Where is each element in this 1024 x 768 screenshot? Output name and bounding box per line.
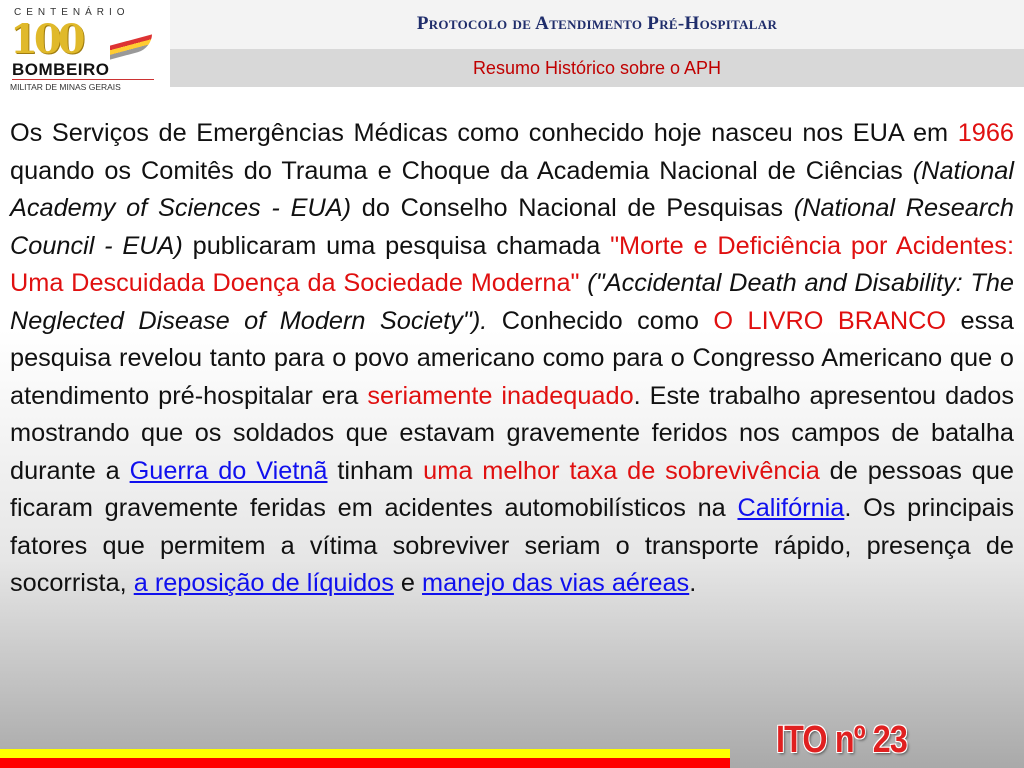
inline-link[interactable]: Califórnia <box>737 494 845 522</box>
highlighted-text: O LIVRO BRANCO <box>713 306 947 335</box>
italic-text: ("Accidental Death and Disability: The Neglected Disease of Modern Society"). <box>10 269 1015 335</box>
text-segment: Os Serviços de Emergências Médicas como conhecido hoje nasceu nos EUA em <box>10 119 958 147</box>
text-segment: . Este trabalho apresentou dados mostrando que os soldados que estavam gravemente feridos nos campos de batalha durante a <box>10 381 1014 485</box>
inline-link[interactable]: Guerra do Vietnã <box>129 456 328 485</box>
italic-text: (National Research Council - EUA) <box>10 194 1015 260</box>
text-segment: do Conselho Nacional de Pesquisas <box>351 194 794 222</box>
text-segment: tinham <box>327 456 424 485</box>
page-title: Protocolo de Atendimento Pré-Hospitalar <box>416 13 778 34</box>
logo-100: 100 <box>10 16 82 63</box>
inline-link[interactable]: a reposição de líquidos <box>133 569 394 597</box>
page-subtitle: Resumo Histórico sobre o APH <box>472 58 722 78</box>
text-segment: quando os Comitês do Trauma e Choque da Academia Nacional de Ciências <box>10 156 913 185</box>
footer-red-stripe <box>0 758 730 768</box>
logo-flag-icon <box>110 34 152 59</box>
highlighted-text: uma melhor taxa de sobrevivência <box>423 456 820 485</box>
footer-yellow-stripe <box>0 749 730 758</box>
logo-centenario: CENTENÁRIO <box>14 7 130 18</box>
text-segment: . <box>689 569 697 597</box>
text-segment: . Os principais fatores que permitem a vítima sobreviver seriam o transporte rápido, presença de socorrista, <box>10 494 1014 597</box>
logo-subtitle: MILITAR DE MINAS GERAIS <box>10 82 121 92</box>
italic-text: (National Academy of Sciences - EUA) <box>10 156 1014 222</box>
centenario-bombeiro-logo <box>0 0 170 96</box>
highlighted-text: seriamente inadequado <box>367 381 634 410</box>
inline-link[interactable]: manejo das vias aéreas <box>422 569 690 597</box>
text-segment: Conhecido como <box>487 306 714 335</box>
logo-bombeiro: BOMBEIRO <box>12 60 110 79</box>
text-segment: essa pesquisa revelou tanto para o povo americano como para o Congresso Americano que o atendimento pré-hospitalar era <box>10 306 1014 410</box>
body-paragraph <box>10 115 1014 603</box>
text-segment: publicaram uma pesquisa chamada <box>182 231 611 260</box>
logo-divider <box>12 79 154 80</box>
highlighted-text: "Morte e Deficiência por Acidentes: Uma Descuidada Doença da Sociedade Moderna" <box>10 231 1014 297</box>
highlighted-text: 1966 <box>957 119 1014 147</box>
text-segment: e <box>393 569 423 597</box>
text-segment: de pessoas que ficaram gravemente feridas em acidentes automobilísticos na <box>10 456 1014 522</box>
ito-badge: ITO nº 23 <box>776 719 908 761</box>
